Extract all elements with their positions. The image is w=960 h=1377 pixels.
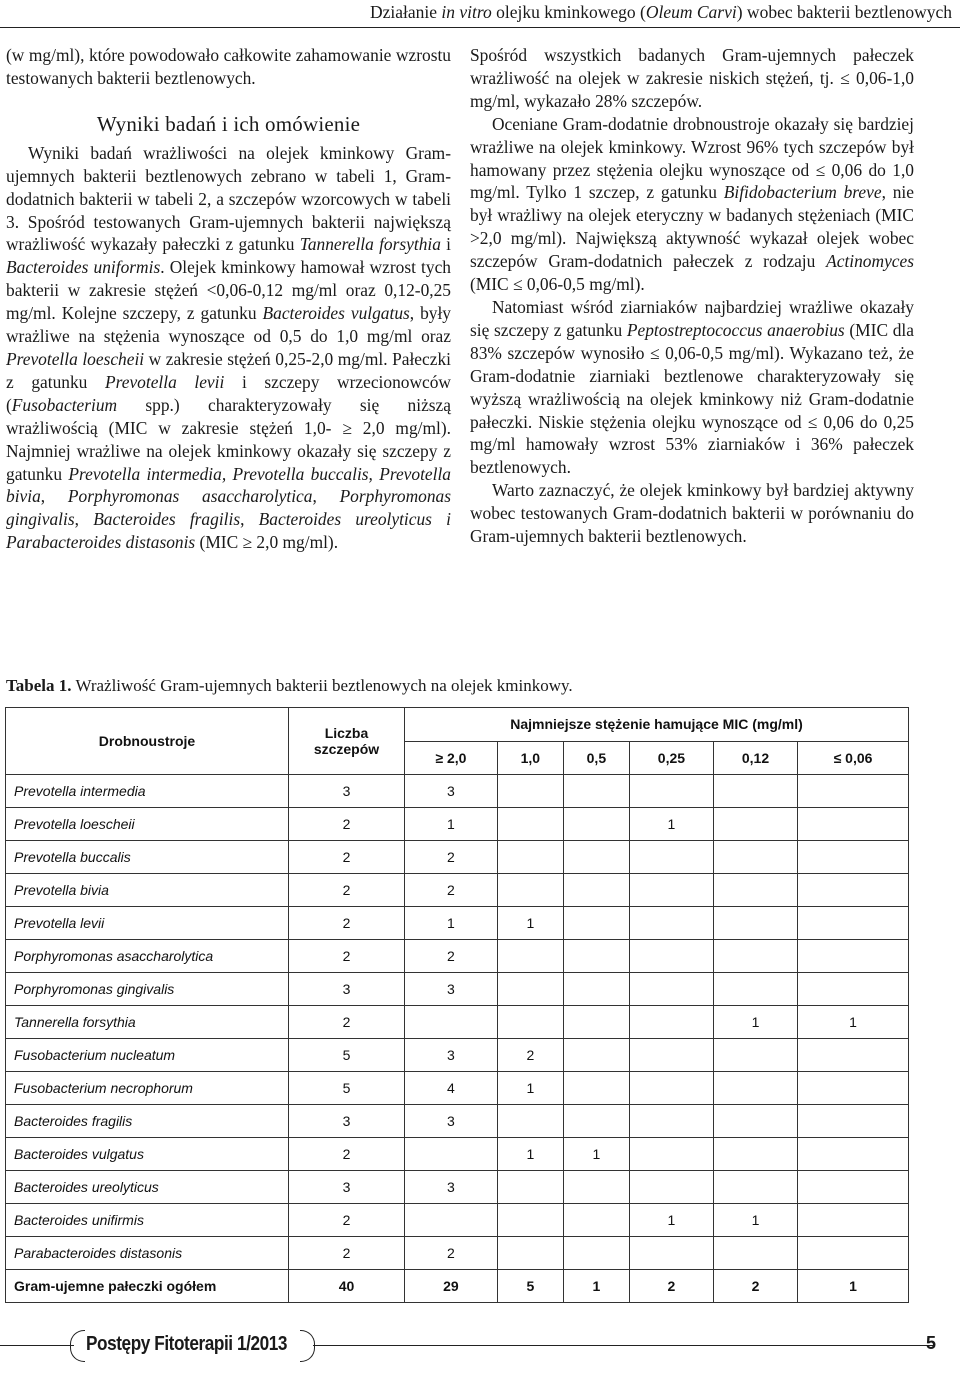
column-header-organism: Drobnoustroje xyxy=(6,708,289,775)
mic-cell xyxy=(563,973,629,1006)
strain-count: 2 xyxy=(289,1237,405,1270)
mic-cell xyxy=(798,1072,909,1105)
mic-cell xyxy=(405,1204,498,1237)
header-rule xyxy=(0,27,960,28)
strain-count: 2 xyxy=(289,1006,405,1039)
organism-name: Tannerella forsythia xyxy=(6,1006,289,1039)
mic-column-header: 0,12 xyxy=(713,741,797,775)
mic-cell xyxy=(713,808,797,841)
right-column xyxy=(470,44,914,548)
mic-cell xyxy=(713,907,797,940)
mic-cell xyxy=(713,1039,797,1072)
paragraph-continuation: (w mg/ml), które powodowało całkowite zahamowanie wzrostu testowanych bakterii beztlenowych. xyxy=(6,45,451,88)
mic-cell: 3 xyxy=(405,1105,498,1138)
strain-count: 5 xyxy=(289,1039,405,1072)
organism-name: Fusobacterium nucleatum xyxy=(6,1039,289,1072)
mic-cell xyxy=(713,841,797,874)
mic-cell xyxy=(629,1171,713,1204)
mic-cell xyxy=(563,1204,629,1237)
mic-cell xyxy=(563,808,629,841)
organism-name: Bacteroides vulgatus xyxy=(6,1138,289,1171)
mic-cell xyxy=(405,1006,498,1039)
mic-cell: 2 xyxy=(713,1270,797,1303)
table-body xyxy=(6,775,909,1303)
mic-column-header: 0,5 xyxy=(563,741,629,775)
strain-count: 3 xyxy=(289,775,405,808)
table-total-row xyxy=(6,1270,909,1303)
mic-cell: 3 xyxy=(405,1171,498,1204)
mic-cell xyxy=(798,874,909,907)
mic-cell xyxy=(497,973,563,1006)
mic-cell xyxy=(497,841,563,874)
strain-count: 3 xyxy=(289,1105,405,1138)
column-header-mic: Najmniejsze stężenie hamujące MIC (mg/ml) xyxy=(405,708,909,742)
mic-cell xyxy=(798,973,909,1006)
mic-cell: 2 xyxy=(497,1039,563,1072)
strain-count: 2 xyxy=(289,841,405,874)
table-row xyxy=(6,907,909,940)
mic-cell: 3 xyxy=(405,1039,498,1072)
paragraph-gram-negative-summary: Spośród wszystkich badanych Gram-ujemnych pałeczek wrażliwość na olejek w zakresie niskich stężeń, tj. ≤ 0,06-1,0 mg/ml, wykazało 28% szczepów. xyxy=(470,45,914,111)
mic-cell: 4 xyxy=(405,1072,498,1105)
mic-cell xyxy=(713,1105,797,1138)
mic-cell xyxy=(713,1171,797,1204)
mic-cell: 2 xyxy=(405,874,498,907)
mic-cell xyxy=(497,1006,563,1039)
footer-rule xyxy=(313,1345,933,1346)
mic-cell: 1 xyxy=(405,907,498,940)
column-header-count: Liczba szczepów xyxy=(289,708,405,775)
mic-cell: 5 xyxy=(497,1270,563,1303)
mic-cell xyxy=(563,874,629,907)
mic-cell xyxy=(629,841,713,874)
organism-name: Prevotella loescheii xyxy=(6,808,289,841)
mic-cell: 1 xyxy=(563,1270,629,1303)
organism-name: Prevotella intermedia xyxy=(6,775,289,808)
mic-cell: 1 xyxy=(497,1138,563,1171)
organism-name: Bacteroides ureolyticus xyxy=(6,1171,289,1204)
organism-name: Gram-ujemne pałeczki ogółem xyxy=(6,1270,289,1303)
strain-count: 5 xyxy=(289,1072,405,1105)
footer-rule xyxy=(0,1345,74,1346)
mic-cell: 2 xyxy=(405,940,498,973)
strain-count: 3 xyxy=(289,1171,405,1204)
table-caption: Tabela 1. Wrażliwość Gram-ujemnych bakterii beztlenowych na olejek kminkowy. xyxy=(6,676,573,695)
mic-column-header: ≥ 2,0 xyxy=(405,741,498,775)
table-row xyxy=(6,775,909,808)
mic-cell: 1 xyxy=(629,1204,713,1237)
organism-name: Prevotella bivia xyxy=(6,874,289,907)
strain-count: 2 xyxy=(289,907,405,940)
mic-table xyxy=(5,707,909,1303)
organism-name: Bacteroides fragilis xyxy=(6,1105,289,1138)
strain-count: 2 xyxy=(289,1138,405,1171)
mic-cell xyxy=(798,1039,909,1072)
table-row xyxy=(6,808,909,841)
mic-cell xyxy=(563,1072,629,1105)
mic-cell: 2 xyxy=(629,1270,713,1303)
mic-cell xyxy=(563,775,629,808)
mic-cell: 1 xyxy=(629,808,713,841)
page-number: 5 xyxy=(925,1333,936,1353)
mic-cell xyxy=(405,1138,498,1171)
mic-cell xyxy=(629,1105,713,1138)
table-row xyxy=(6,1171,909,1204)
mic-cell xyxy=(713,940,797,973)
mic-cell xyxy=(563,1171,629,1204)
mic-cell xyxy=(497,1171,563,1204)
table-row xyxy=(6,1204,909,1237)
mic-cell: 29 xyxy=(405,1270,498,1303)
mic-cell: 3 xyxy=(405,973,498,1006)
paragraph-cocci: Natomiast wśród ziarniaków najbardziej wrażliwe okazały się szczepy z gatunku Peptostreptococcus anaerobius (MIC dla 83% szczepów wynosiło ≤ 0,06-0,5 mg/ml). Wykazano też, że Gram-dodatnie ziarniaki beztlenowe charakteryzowały się wyższą wrażliwością na olejek kminkowy niż Gram-dodatnie pałeczki. Niskie stężenia olejku wynoszące od ≤ 0,06 do 0,25 mg/ml hamowały wzrost 53% ziarniaków i 36% pałeczek beztlenowych. xyxy=(470,296,914,478)
mic-cell: 1 xyxy=(497,907,563,940)
mic-cell: 1 xyxy=(713,1006,797,1039)
mic-cell xyxy=(713,1138,797,1171)
mic-cell xyxy=(798,907,909,940)
mic-cell xyxy=(798,940,909,973)
mic-column-header: 1,0 xyxy=(497,741,563,775)
strain-count: 40 xyxy=(289,1270,405,1303)
mic-cell xyxy=(713,874,797,907)
mic-cell xyxy=(563,841,629,874)
paragraph-results: Wyniki badań wrażliwości na olejek kminkowy Gram-ujemnych bakterii beztlenowych zebrano w tabeli 1, Gram-dodatnich bakterii w tabeli 2, a szczepów wzorcowych w tabeli 3. Spośród testowanych Gram-ujemnych bakterii największą wrażliwość wykazały pałeczki z gatunku Tannerella forsythia i Bacteroides uniformis. Olejek kminkowy hamował wzrost tych bakterii w zakresie stężeń <0,06-0,12 mg/ml oraz 0,12-0,25 mg/ml. Kolejne szczepy, z gatunku Bacteroides vulgatus, były wrażliwe na stężenia wynoszące od 0,5 do 1,0 mg/ml oraz Prevotella loescheii w zakresie stężeń 0,25-2,0 mg/ml. Pałeczki z gatunku Prevotella levii i szczepy wrzecionowców (Fusobacterium spp.) charakteryzowały się niższą wrażliwością (MIC w zakresie stężeń 1,0- ≥ 2,0 mg/ml). Najmniej wrażliwe na olejek kminkowy okazały się szczepy z gatunku Prevotella intermedia, Prevotella buccalis, Prevotella bivia, Porphyromonas asaccharolytica, Porphyromonas gingivalis, Bacteroides fragilis, Bacteroides ureolyticus i Parabacteroides distasonis (MIC ≥ 2,0 mg/ml). xyxy=(6,142,452,553)
mic-cell xyxy=(563,1105,629,1138)
mic-cell xyxy=(629,1138,713,1171)
mic-cell xyxy=(497,775,563,808)
organism-name: Parabacteroides distasonis xyxy=(6,1237,289,1270)
mic-cell xyxy=(798,1171,909,1204)
mic-cell: 1 xyxy=(497,1072,563,1105)
table-header-row xyxy=(6,708,909,742)
mic-cell xyxy=(798,841,909,874)
organism-name: Porphyromonas gingivalis xyxy=(6,973,289,1006)
organism-name: Porphyromonas asaccharolytica xyxy=(6,940,289,973)
journal-name: Postępy Fitoterapii 1/2013 xyxy=(86,1333,288,1355)
mic-cell xyxy=(798,775,909,808)
mic-cell xyxy=(497,808,563,841)
mic-cell xyxy=(563,1237,629,1270)
section-heading: Wyniki badań i ich omówienie xyxy=(96,111,361,136)
mic-cell: 3 xyxy=(405,775,498,808)
organism-name: Bacteroides unifirmis xyxy=(6,1204,289,1237)
organism-name: Prevotella levii xyxy=(6,907,289,940)
table-row xyxy=(6,1039,909,1072)
organism-name: Prevotella buccalis xyxy=(6,841,289,874)
mic-cell xyxy=(629,907,713,940)
mic-cell: 1 xyxy=(798,1270,909,1303)
strain-count: 3 xyxy=(289,973,405,1006)
strain-count: 2 xyxy=(289,874,405,907)
mic-cell xyxy=(563,1039,629,1072)
footer-bracket-right xyxy=(300,1330,315,1362)
left-column xyxy=(6,44,451,554)
table-row xyxy=(6,973,909,1006)
footer-bracket-left xyxy=(70,1330,85,1362)
mic-cell xyxy=(798,1105,909,1138)
mic-cell xyxy=(497,1237,563,1270)
mic-cell xyxy=(713,1072,797,1105)
mic-cell: 1 xyxy=(405,808,498,841)
table-row xyxy=(6,940,909,973)
mic-cell xyxy=(497,1204,563,1237)
mic-cell xyxy=(798,1204,909,1237)
mic-cell xyxy=(629,1072,713,1105)
mic-cell xyxy=(798,808,909,841)
mic-cell xyxy=(629,874,713,907)
table-row xyxy=(6,1237,909,1270)
mic-cell: 1 xyxy=(563,1138,629,1171)
mic-cell: 1 xyxy=(713,1204,797,1237)
running-header: Działanie in vitro olejku kminkowego (Oleum Carvi) wobec bakterii beztlenowych xyxy=(369,2,952,22)
mic-cell xyxy=(563,1006,629,1039)
mic-cell xyxy=(563,940,629,973)
table-row xyxy=(6,1138,909,1171)
table-row xyxy=(6,1105,909,1138)
mic-cell xyxy=(497,940,563,973)
mic-cell xyxy=(629,1237,713,1270)
paragraph-gram-positive: Oceniane Gram-dodatnie drobnoustroje okazały się bardziej wrażliwe na olejek kminkowy. Wzrost 96% tych szczepów był hamowany przez stężenia olejku wynoszące od ≤ 0,06 do 1,0 mg/ml. Tylko 1 szczep, z gatunku Bifidobacterium breve, nie był wrażliwy na olejek eteryczny w badanych stężeniach (MIC >2,0 mg/ml). Największą aktywność wykazał olejek wobec szczepów Gram-dodatnich pałeczek z rodzaju Actinomyces (MIC ≤ 0,06-0,5 mg/ml). xyxy=(470,113,914,295)
mic-column-header: ≤ 0,06 xyxy=(798,741,909,775)
mic-cell xyxy=(798,1237,909,1270)
strain-count: 2 xyxy=(289,808,405,841)
mic-cell xyxy=(629,973,713,1006)
strain-count: 2 xyxy=(289,1204,405,1237)
table-row xyxy=(6,1072,909,1105)
mic-cell xyxy=(629,940,713,973)
mic-cell xyxy=(629,1039,713,1072)
table-row xyxy=(6,841,909,874)
mic-cell xyxy=(798,1138,909,1171)
mic-cell: 2 xyxy=(405,841,498,874)
mic-cell xyxy=(629,775,713,808)
mic-cell: 2 xyxy=(405,1237,498,1270)
organism-name: Fusobacterium necrophorum xyxy=(6,1072,289,1105)
table-row xyxy=(6,1006,909,1039)
paragraph-conclusion: Warto zaznaczyć, że olejek kminkowy był bardziej aktywny wobec testowanych Gram-dodatnich bakterii w porównaniu do Gram-ujemnych bakterii beztlenowych. xyxy=(470,480,914,547)
mic-cell xyxy=(629,1006,713,1039)
mic-cell xyxy=(713,973,797,1006)
mic-cell xyxy=(563,907,629,940)
mic-column-header: 0,25 xyxy=(629,741,713,775)
mic-cell: 1 xyxy=(798,1006,909,1039)
table-row xyxy=(6,874,909,907)
mic-cell xyxy=(713,775,797,808)
mic-cell xyxy=(497,874,563,907)
mic-cell xyxy=(497,1105,563,1138)
strain-count: 2 xyxy=(289,940,405,973)
mic-cell xyxy=(713,1237,797,1270)
